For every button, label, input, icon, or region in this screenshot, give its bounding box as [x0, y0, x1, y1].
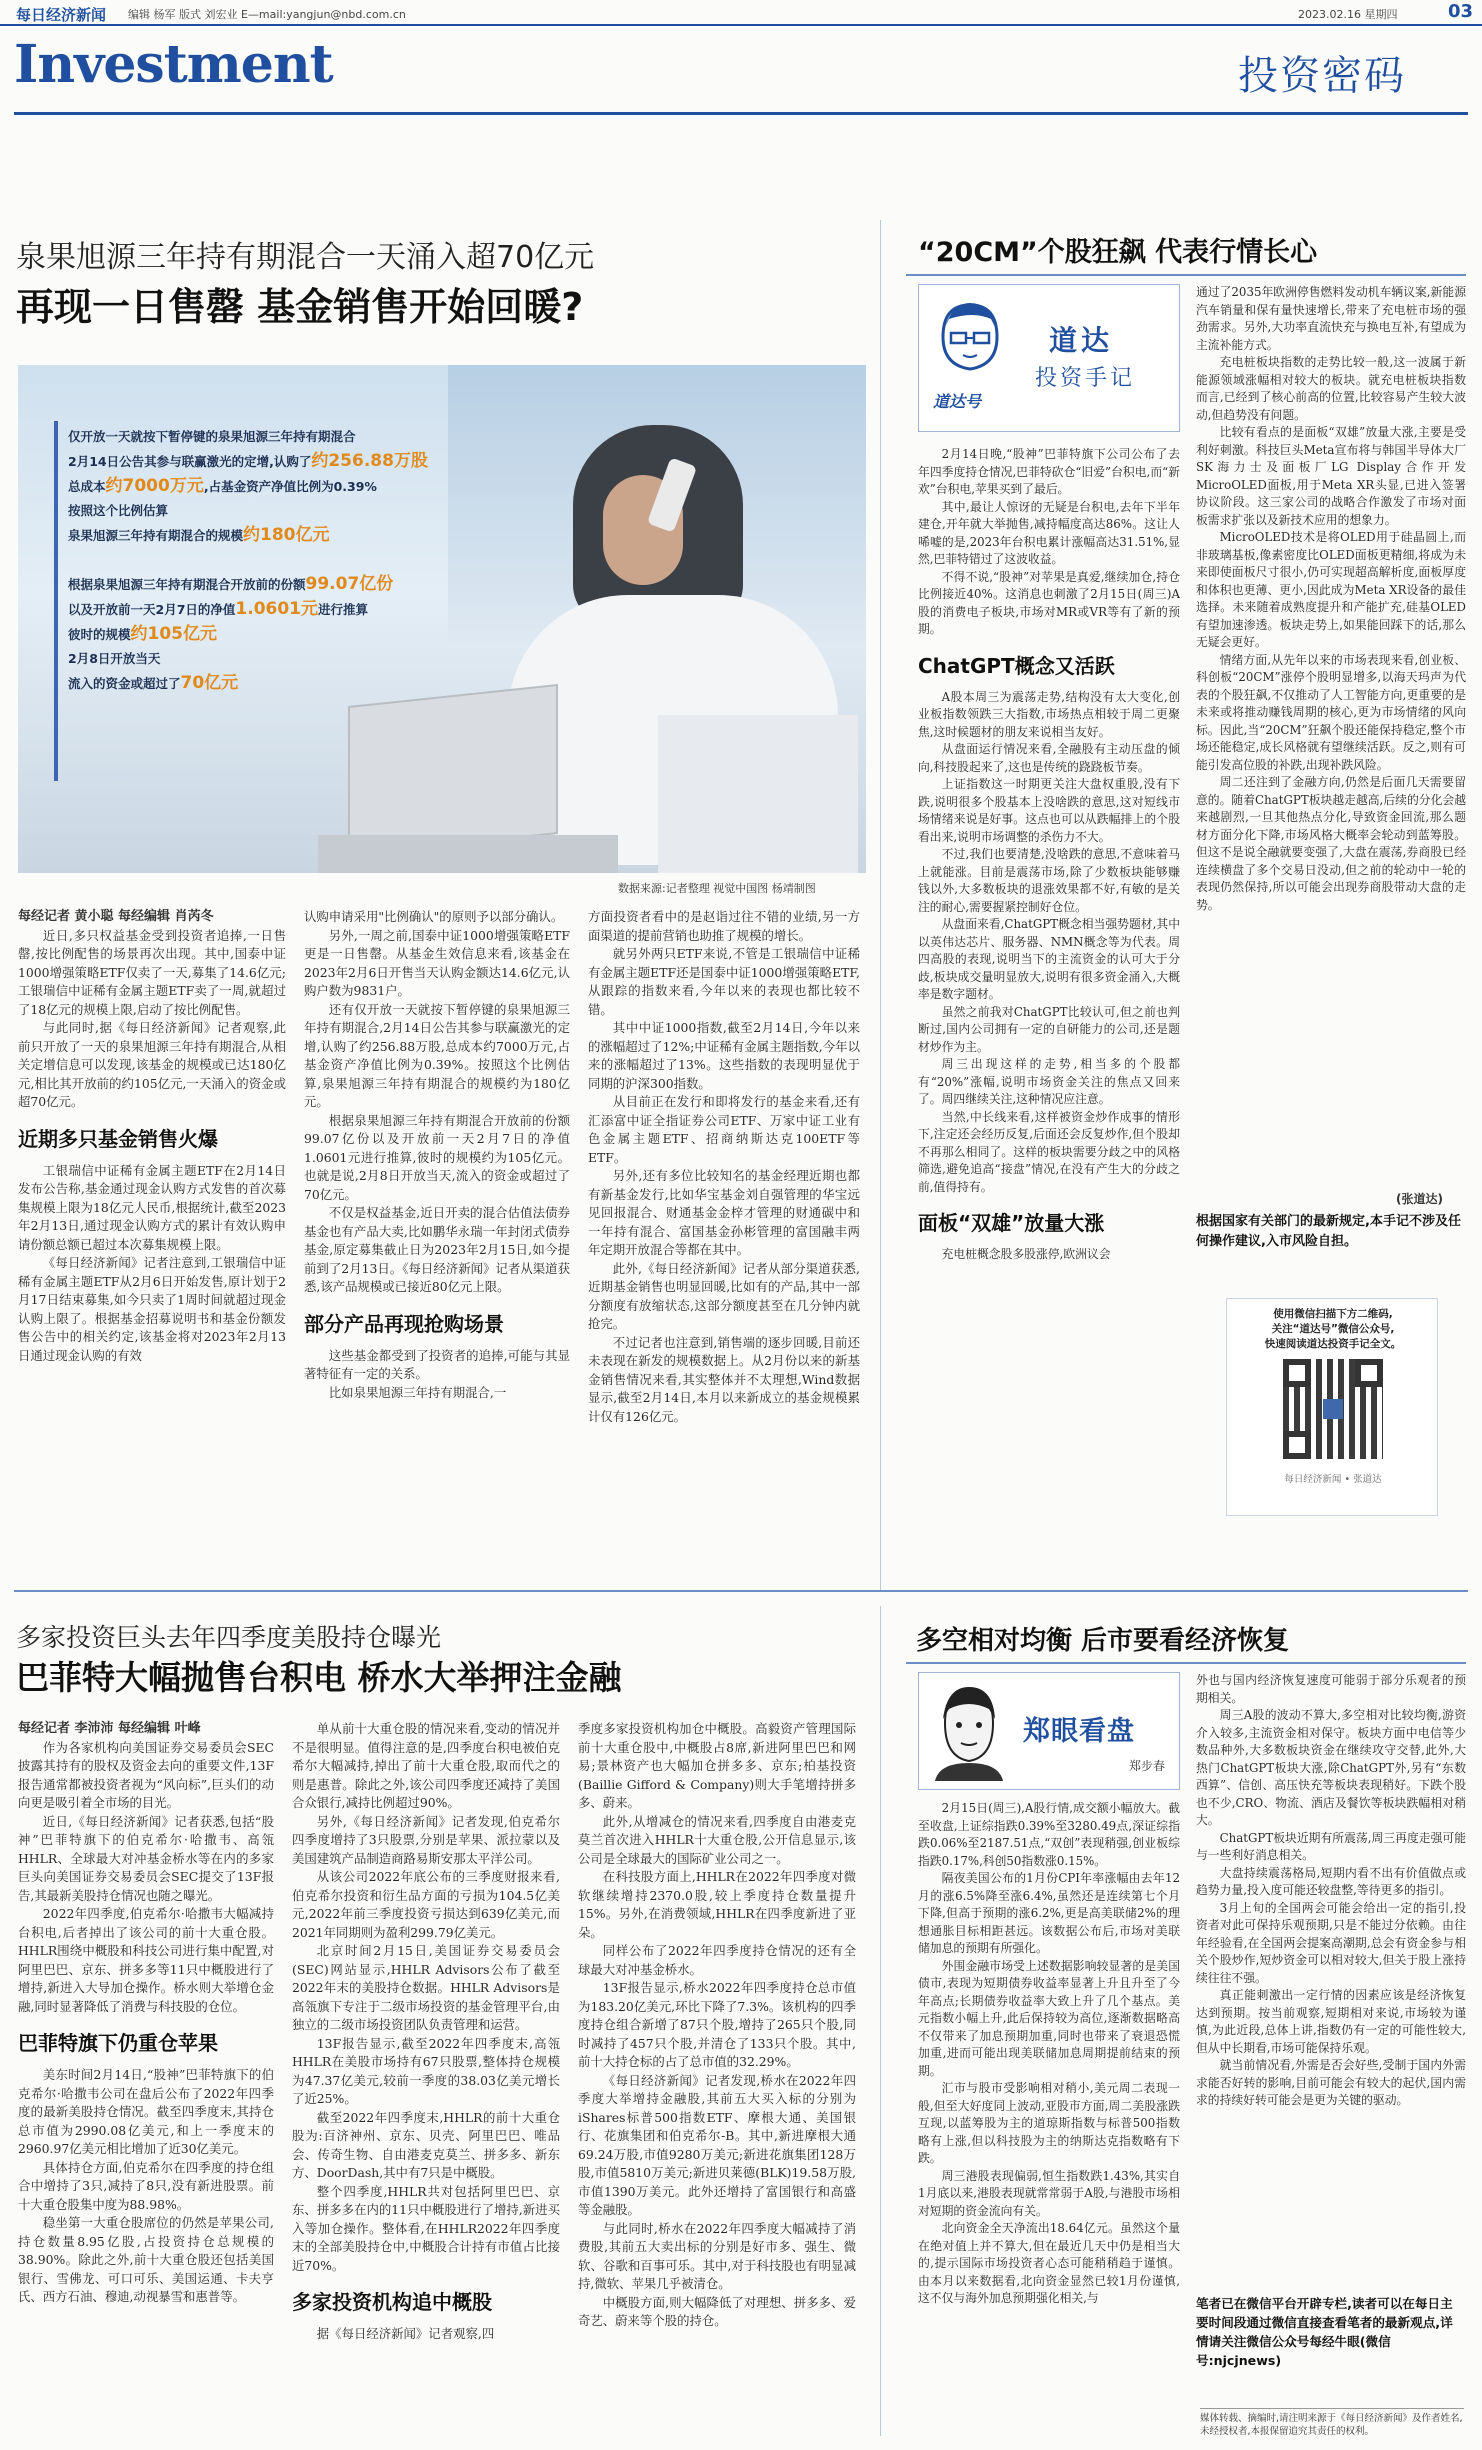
- caption-line: 总成本约7000万元,占基金资产净值比例为0.39%: [68, 476, 377, 496]
- paragraph: 2月15日(周三),A股行情,成交额小幅放大。截至收盘,上证综指跌0.39%至3280.49点,深证综指跌0.06%至2187.51点,“双创”表现稍强,创业板综指跌0.17%,科创50指数涨0.15%。: [918, 1801, 1180, 1868]
- story1-column-1: [18, 908, 286, 1568]
- qr-instruction: 使用微信扫描下方二维码, 关注“道达号”微信公众号, 快速阅读道达投资手记全文。: [1264, 1308, 1402, 1350]
- story1-column-3: [588, 908, 860, 1568]
- paragraph: 工银瑞信中证稀有金属主题ETF在2月14日发布公告称,基金通过现金认购方式发售的首次募集规模上限为18亿元人民币,根据统计,截至2023年2月13日,通过现金认购方式的累计有效认购申请份额总额已超过本次募集规模上限。: [18, 1162, 286, 1252]
- caption-line: 根据泉果旭源三年持有期混合开放前的份额99.07亿份: [68, 574, 394, 594]
- story1-byline: 每经记者 黄小聪 每经编辑 肖芮冬: [18, 909, 214, 924]
- paragraph: 上证指数这一时期更关注大盘权重股,没有下跌,说明很多个股基本上没啥跌的意思,这对短线市场情绪来说是好事。这点也可以从跌幅排上的个股看出来,说明市场调整的杀伤力不大。: [918, 777, 1180, 844]
- story1-headline: 再现一日售罄 基金销售开始回暖?: [16, 285, 584, 329]
- paragraph: 近日,《每日经济新闻》记者获悉,包括“股神”巴菲特旗下的伯克希尔·哈撒韦、高瓴HHLR、全球最大对冲基金桥水等在内的多家巨头向美国证券交易委员会SEC提交了13F报告,其最新美股持仓情况也随之曝光。: [18, 1813, 274, 1903]
- qr-caption: 每日经济新闻 • 张道达: [1284, 1474, 1382, 1485]
- paragraph: 据《每日经济新闻》记者观察,四: [316, 2326, 495, 2341]
- column-author: 郑步春: [1129, 1759, 1166, 1773]
- author-portrait: [929, 1683, 1007, 1781]
- paragraph: 具体持仓方面,伯克希尔在四季度的持仓组合中增持了3只,减持了8只,没有新进股票。前十大重仓股集中度为88.98%。: [18, 2159, 274, 2212]
- story2-disclaimer: 根据国家有关部门的最新规定,本手记不涉及任何操作建议,入市风险自担。: [1196, 1214, 1461, 1249]
- paragraph: 《每日经济新闻》记者注意到,工银瑞信中证稀有金属主题ETF从2月6日开始发售,原计划于2月17日结束募集,如今只卖了1周时间就超过现金认购上限了。根据基金招募说明书和基金份额发售公告中的相关约定,该基金将对2023年2月13日通过现金认购的有效: [18, 1255, 286, 1363]
- photo-credit: 数据来源:记者整理 视觉中国图 杨靖制图: [618, 882, 816, 895]
- paragraph: 这些基金都受到了投资者的追捧,可能与其显著特征有一定的关系。: [304, 1347, 570, 1381]
- paragraph: 北京时间2月15日,美国证券交易委员会(SEC)网站显示,HHLR Advisors公布了截至2022年末的美股持仓数据。HHLR Advisors是高瓴旗下专注于二级市场投资的基金管理平台,由独立的二级市场投资团队负责管理和运营。: [292, 1943, 560, 2032]
- paragraph: 周三A股的波动不算大,多空相对比较均衡,游资介入较多,主流资金相对保守。板块方面中电信等少数品种外,大多数板块资金在继续攻守交替,此外,大热门ChatGPT板块大涨,除ChatGPT外,另有“东数西算”、信创、高压快充等板块表现稍好。下跌个股也不少,CRO、物流、酒店及餐饮等板块跌幅相对稍大。: [1196, 1708, 1466, 1827]
- paragraph: 充电桩板块指数的走势比较一般,这一波属于新能源领域涨幅相对较大的板块。就充电桩板块指数而言,已经到了核心前高的位置,比较容易产生较大波动,但趋势没有问题。: [1196, 355, 1466, 422]
- logo-caption: 道达号: [933, 392, 982, 411]
- paragraph: 3月上旬的全国两会可能会给出一定的指引,投资者对此可保持乐观预期,只是不能过分依赖。由往年经验看,在全国两会提案高潮期,总会有资金参与相关个股炒作,短炒资金可以相对较大,但关于股上涨持续往往不强。: [1196, 1900, 1466, 1985]
- story2-headline: “20CM”个股狂飙 代表行情长心: [918, 237, 1318, 268]
- paragraph: 在科技股方面上,HHLR在2022年四季度对微软继续增持2370.0股,较上季度持仓数量提升15%。另外,在消费领域,HHLR在四季度新进了亚朵。: [578, 1869, 856, 1940]
- paragraph: 此外,从增减仓的情况来看,四季度自由港麦克莫兰首次进入HHLR十大重仓股,公开信息显示,该公司是全球最大的国际矿业公司之一。: [578, 1813, 856, 1866]
- paragraph: 其中中证1000指数,截至2月14日,今年以来的涨幅超过了12%;中证稀有金属主题指数,今年以来的涨幅超过了13%。这些指数的表现明显优于同期的沪深300指数。: [588, 1020, 860, 1091]
- header-rule: [14, 112, 1468, 115]
- paragraph: 就另外两只ETF来说,不管是工银瑞信中证稀有金属主题ETF还是国泰中证1000增强策略ETF,从跟踪的指数来看,今年以来的表现也都比较不错。: [588, 946, 860, 1017]
- paragraph: 不得不说,“股神”对苹果是真爱,继续加仓,持仓比例接近40%。这消息也刺激了2月15日(周三)A股的消费电子板块,市场对MR或VR等有了新的预期。: [918, 569, 1180, 636]
- story4-rule: [906, 1662, 1466, 1664]
- paragraph: 比较有看点的是面板“双雄”放量大涨,主要是受利好刺激。科技巨头Meta宣布将与韩国半导体大厂SK海力士及面板厂LG Display合作开发MicroOLED面板,用于Meta XR头显,已进入签署协议阶段。这三家公司的战略合作激发了市场对面板需求扩张以及新技术应用的想象力。: [1196, 425, 1466, 527]
- paragraph: 13F报告显示,截至2022年四季度末,高瓴HHLR在美股市场持有67只股票,整体持仓规模为47.37亿美元,较前一季度的38.03亿美元增长了近25%。: [292, 2035, 560, 2106]
- caption-line: 以及开放前一天2月7日的净值1.0601元进行推算: [68, 599, 369, 619]
- subhead: ChatGPT概念又活跃: [918, 653, 1115, 678]
- paragraph: 不过记者也注意到,销售端的逐步回暖,目前还未表现在新发的规模数据上。从2月份以来的新基金销售情况来看,其实整体并不太理想,Wind数据显示,截至2月14日,本月以来新成立的基金规模累计仅有126亿元。: [588, 1334, 860, 1424]
- paragraph: 情绪方面,从先年以来的市场表现来看,创业板、科创板“20CM”涨停个股明显增多,以海天玛声为代表的个股狂飙,不仅推动了人工智能方向,更重要的是未来或将推动赚钱周期的核心,更为市场情绪的风向标。因此,当“20CM”狂飙个股还能保持稳定,整个市场还能稳定,成长风格就有望继续活跃。反之,则有可能引发高位股的补跌,出现补跌风险。: [1196, 652, 1466, 772]
- column-logo-box: [918, 1672, 1180, 1790]
- story4-column-b: [1196, 1672, 1466, 2284]
- paragraph: 此外,《每日经济新闻》记者从部分渠道获悉,近期基金销售也明显回暖,比如有的产品,其中一部分额度有放缩状态,这部分额度甚至在几分钟内就抢完。: [588, 1260, 860, 1331]
- paragraph: 外也与国内经济恢复速度可能弱于部分乐观者的预期相关。: [1196, 1673, 1466, 1705]
- paragraph: 与此同时,桥水在2022年四季度大幅减持了消费股,其前五大卖出标的分别是好市多、强生、微软、谷歌和百事可乐。其中,对于科技股也有明显减持,微软、苹果几乎被清仓。: [578, 2220, 856, 2291]
- story1-photo: [18, 365, 866, 873]
- story3-headline: 巴菲特大幅抛售台积电 桥水大举押注金融: [16, 1658, 622, 1697]
- story4-column-note: 笔者已在微信平台开辟专栏,读者可以在每日主要时间段通过微信直接查看笔者的最新观点,详情请关注微信公众号每经牛眼(微信号:njcjnews): [1196, 2296, 1453, 2368]
- paragraph: 认购申请采用"比例确认"的原则予以部分确认。: [304, 909, 564, 924]
- story4-column-a: [918, 1800, 1180, 2440]
- paragraph: 不仅是权益基金,近日开卖的混合估值法债券基金也有产品大卖,比如鹏华永瑞一年封闭式债券基金,原定募集截止日为2023年2月15日,如今提前到了2月13日。《每日经济新闻》记者从渠道获悉,该产品规模或已接近80亿元上限。: [304, 1205, 570, 1294]
- paragraph: 近日,多只权益基金受到投资者追捧,一日售罄,按比例配售的场景再次出现。其中,国泰中证1000增强策略ETF仅卖了一天,募集了14.6亿元;工银瑞信中证稀有金属主题ETF卖了一周,就超过了18亿元的规模上限,启动了按比例配售。: [18, 927, 286, 1017]
- paragraph: 2月14日晚,“股神”巴菲特旗下公司公布了去年四季度持仓情况,巴菲特砍仓“旧爱”台积电,而“新欢”台积电,苹果买到了最后。: [918, 447, 1180, 496]
- paragraph: A股本周三为震荡走势,结构没有太大变化,创业板指数领跌三大指数,市场热点相较于周二更聚焦,这时候题材的朋友来说相当友好。: [918, 689, 1180, 739]
- paragraph: 《每日经济新闻》记者发现,桥水在2022年四季度大举增持金融股,其前五大买入标的分别为iShares标普500指数ETF、摩根大通、美国银行、花旗集团和伯克希尔-B。其中,新进摩根大通69.24万股,市值9280万美元;新进花旗集团128万股,市值5810万美元;新进贝莱德(BLK)19.58万股,市值1390万美元。此外还增持了富国银行和高盛等金融股。: [578, 2072, 856, 2217]
- photo-caption-box: [68, 425, 508, 696]
- paragraph: 比如泉果旭源三年持有期混合,一: [328, 1384, 507, 1400]
- issue-date: 2023.02.16 星期四: [1298, 8, 1398, 21]
- story4-headline: 多空相对均衡 后市要看经济恢复: [916, 1626, 1290, 1656]
- column-divider: [880, 220, 881, 1590]
- paragraph: 充电桩概念股多股涨停,欧洲议会: [941, 1247, 1111, 1261]
- caption-line: 2月8日开放当天: [68, 651, 161, 666]
- paragraph: 周三出现这样的走势,相当多的个股都有“20%”涨幅,说明市场资金关注的焦点又回来了。周四继续关注,这种情况应注意。: [918, 1057, 1180, 1106]
- page-number: 03: [1448, 1, 1474, 22]
- story3-byline: 每经记者 李沛沛 每经编辑 叶峰: [18, 1721, 201, 1736]
- paragraph: 稳坐第一大重仓股席位的仍然是苹果公司,持仓数量8.95亿股,占投资持仓总规模的38.90%。除此之外,前十大重仓股还包括美国银行、雪佛龙、可口可乐、美国运通、卡夫亨氏、西方石油、穆迪,动视暴雪和惠普等。: [18, 2215, 274, 2304]
- paragraph: 通过了2035年欧洲停售燃料发动机车辆议案,新能源汽车销量和保有量快速增长,带来了充电桩市场的强劲需求。另外,大功率直流快充与换电互补,有望成为主流补能方式。: [1196, 285, 1466, 352]
- editor-info: 编辑 杨军 版式 刘宏业 E—mail:yangjun@nbd.com.cn: [128, 8, 406, 21]
- story1-kicker: 泉果旭源三年持有期混合一天涌入超70亿元: [16, 240, 595, 275]
- paragraph: 另外,《每日经济新闻》记者发现,伯克希尔四季度增持了3只股票,分别是苹果、派拉蒙以及美国建筑产品制造商路易斯安那太平洋公司。: [292, 1813, 560, 1866]
- paragraph: 美东时间2月14日,“股神”巴菲特旗下的伯克希尔·哈撒韦公司在盘后公布了2022年四季度的最新美股持仓情况。截至四季度末,其持仓总市值为2990.08亿美元,和上一季度末的2960.97亿美元相比增加了近30亿美元。: [18, 2067, 274, 2156]
- paragraph: 周二还注到了金融方向,仍然是后面几天需要留意的。随着ChatGPT板块越走越高,后续的分化会越来越剧烈,一旦其他热点分化,导致资金回流,那么题材方面分化下降,市场风格大概率会轮动到蓝筹股。但这不是说全融就要变强了,大盘在震荡,券商股已经连续横盘了多个交易日没动,但之前的轮动中一轮的表现仍然保持,所以可能会出现券商股带动大盘的走势。: [1196, 775, 1466, 912]
- story2-signature: (张道达): [1396, 1192, 1443, 1206]
- section-title-en: Investment: [14, 34, 333, 95]
- story3-kicker: 多家投资巨头去年四季度美股持仓曝光: [16, 1623, 442, 1652]
- paper-name: 每日经济新闻: [16, 6, 107, 24]
- caption-line: 彼时的规模约105亿元: [68, 624, 218, 644]
- subhead: 多家投资机构追中概股: [292, 2290, 492, 2314]
- column-divider: [880, 1606, 881, 2436]
- caption-line: 泉果旭源三年持有期混合的规模约180亿元: [68, 525, 330, 545]
- qr-code-icon[interactable]: [1283, 1359, 1383, 1459]
- paragraph: 从该公司2022年底公布的三季度财报来看,伯克希尔投资和衍生品方面的亏损为104.5亿美元,2022年前三季度投资亏损达到639亿美元,而2021年同期则为盈利299.79亿美元。: [292, 1869, 560, 1940]
- column-name: 郑眼看盘: [1023, 1716, 1135, 1747]
- paragraph: 从盘面来看,ChatGPT概念相当强势题材,其中以英伟达芯片、服务器、NMN概念等为代表。周四高股的表现,说明当下的主流资金的认可大于分歧,板块成交量明显放大,说明有很多资金涌入,大概率是数字题材。: [918, 917, 1180, 1001]
- paragraph: 截至2022年四季度末,HHLR的前十大重仓股为:百济神州、京东、贝壳、阿里巴巴、唯品会、传奇生物、自由港麦克莫兰、拼多多、新东方、DoorDash,其中有7只是中概股。: [292, 2109, 560, 2180]
- story2-rule: [906, 274, 1466, 276]
- paragraph: 另外,一周之前,国泰中证1000增强策略ETF更是一日售罄。从基金生效信息来看,该基金在2023年2月6日开售当天认购金额达14.6亿元,认购户数为9831户。: [304, 927, 570, 998]
- paragraph: 大盘持续震荡格局,短期内看不出有价值做点或趋势力量,投入度可能还较盘整,等待更多的指引。: [1196, 1865, 1466, 1897]
- qr-promo-box: [1226, 1298, 1438, 1516]
- paragraph: 季度多家投资机构加仓中概股。高毅资产管理国际前十大重仓股中,中概股占8席,新进阿里巴巴和网易;景林资产也大幅加仓拼多多、京东;柏基投资(Baillie Gifford & Company)则大手笔增持拼多多、蔚来。: [578, 1721, 856, 1810]
- paragraph: 13F报告显示,桥水2022年四季度持仓总市值为183.20亿美元,环比下降了7.3%。该机构的四季度持仓组合新增了87只个股,增持了265只个股,同时减持了457只个股,并清仓了133只个股。其中,前十大持仓标的占了总市值的32.29%。: [578, 1980, 856, 2069]
- paragraph: 隔夜美国公布的1月份CPI年率涨幅由去年12月的涨6.5%降至涨6.4%,虽然还是连续第七个月下降,但高于预期的涨6.2%,更是高美联储2%的理想通胀目标相距甚远。该数据公布后,市场对美联储加息的预期有所强化。: [918, 1871, 1180, 1955]
- reprint-notice: 媒体转载、摘编时,请注明来源于《每日经济新闻》及作者姓名,未经授权者,本报保留追究其责任的权利。: [1200, 2408, 1464, 2438]
- column-subname: 投资手记: [1035, 366, 1136, 391]
- paragraph: 方面投资者看中的是赵诣过往不错的业绩,另一方面渠道的提前营销也助推了规模的增长。: [588, 909, 860, 943]
- story2-column-b: [1196, 284, 1466, 1234]
- mid-page-rule: [14, 1590, 1468, 1592]
- story3-column-2: [292, 1720, 560, 2432]
- caption-line: 仅开放一天就按下暂停键的泉果旭源三年持有期混合: [68, 429, 356, 444]
- paragraph: ChatGPT板块近期有所震荡,周三再度走强可能与一些利好消息相关。: [1196, 1830, 1466, 1862]
- header-bar: [0, 0, 1482, 26]
- paragraph: 整个四季度,HHLR共对包括阿里巴巴、京东、拼多多在内的11只中概股进行了增持,新进买入等加仓操作。整体看,在HHLR2022年四季度末的全部美股持仓中,中概股合计持有市值占比接近70%。: [292, 2183, 560, 2273]
- author-portrait: [933, 297, 1007, 387]
- story1-column-2: [304, 908, 570, 1568]
- section-title-cn: 投资密码: [1238, 53, 1406, 99]
- subhead: 部分产品再现抢购场景: [304, 1311, 504, 1336]
- caption-line: 2月14日公告其参与联赢激光的定增,认购了约256.88万股: [68, 451, 428, 471]
- paragraph: 汇市与股市受影响相对稍小,美元周二表现一般,但至大好度同上波动,亚股市方面,周二美股涨跌互现,以蓝筹股为主的道琼斯指数与标普500指数略有上涨,但以科技股为主的纳斯达克指数略有下跌。: [918, 2081, 1180, 2165]
- paragraph: 根据泉果旭源三年持有期混合开放前的份额99.07亿份以及开放前一天2月7日的净值1.0601元进行推算,彼时的规模约为105亿元。也就是说,2月8日开放当天,流入的资金或超过了70亿元。: [304, 1112, 570, 1202]
- paragraph: 中概股方面,则大幅降低了对理想、拼多多、爱奇艺、蔚来等个股的持仓。: [578, 2294, 856, 2328]
- story2-column-a: [918, 446, 1180, 1556]
- paragraph: 单从前十大重仓股的情况来看,变动的情况并不是很明显。值得注意的是,四季度台积电被伯克希尔大幅减持,掉出了前十大重仓股,取而代之的则是惠普。除此之外,该公司四季度还减持了美国合众银行,减持比例超过90%。: [292, 1721, 560, 1810]
- column-name: 道达: [1049, 324, 1114, 357]
- caption-line: 流入的资金或超过了70亿元: [68, 673, 239, 693]
- paragraph: 虽然之前我对ChatGPT比较认可,但之前也判断过,国内公司拥有一定的自研能力的公司,还是题材炒作为主。: [918, 1004, 1180, 1054]
- subhead: 面板“双雄”放量大涨: [918, 1211, 1105, 1235]
- paragraph: 从盘面运行情况来看,全融股有主动压盘的倾向,科技股起来了,这也是传统的跷跷板节奏。: [918, 742, 1180, 774]
- paragraph: 当然,中长线来看,这样被资金炒作成事的情形下,注定还会经历反复,后面还会反复炒作,但个股却不再那么相同了。这样的板块需要分歧之中的风格筛选,避免追高“接盘”情况,在没有产生大的分歧之前,值得持有。: [918, 1109, 1180, 1194]
- paragraph: 从目前正在发行和即将发行的基金来看,还有汇添富中证全指证券公司ETF、万家中证工业有色金属主题ETF、招商纳斯达克100ETF等ETF。: [588, 1094, 860, 1165]
- column-logo-box: [918, 284, 1180, 432]
- paragraph: 2022年四季度,伯克希尔·哈撒韦大幅减持台积电,后者掉出了该公司的前十大重仓股。HHLR围绕中概股和科技公司进行集中配置,对阿里巴巴、京东、拼多多等11只中概股进行了增持,新进入大导加仓操作。桥水则大举增仓金融,同时显著降低了消费与科技股的仓位。: [18, 1906, 274, 2014]
- story3-column-3: [578, 1720, 856, 2432]
- paragraph: 外围金融市场受上述数据影响较显著的是美国债市,表现为短期债券收益率显著上升且升至了今年高点;长期债券收益率大致上升了几个基点。美元指数小幅上升,此后保持较为高位,逐渐数据略高不仅带来了加息预期加重,同时也带来了衰退恐慌加重,进而可能出现美联储加息周期提前结束的预期。: [918, 1958, 1180, 2078]
- subhead: 巴菲特旗下仍重仓苹果: [18, 2031, 218, 2055]
- paragraph: 其中,最让人惊讶的无疑是台积电,去年下半年建仓,开年就大举抛售,减持幅度高达86%。这让人唏嘘的是,2023年台积电累计涨幅高达31.51%,显然,巴菲特错过了这波收益。: [918, 499, 1180, 566]
- paragraph: 不过,我们也要清楚,没啥跌的意思,不意味着马上就能涨。目前是震荡市场,除了少数板块能够赚钱以外,大多数板块的退涨效果都不好,有敏的是关注的耐心,需要握紧控制好仓位。: [918, 847, 1180, 914]
- paragraph: 真正能刺激出一定行情的因素应该是经济恢复达到预期。按当前观察,短期相对来说,市场较为谨慎,为此近段,总体上讲,指数仍有一定的可能性较大,但从中长期看,市场可能保持乐观。: [1196, 1988, 1466, 2055]
- story3-column-1: [18, 1720, 274, 2432]
- paragraph: 另外,还有多位比较知名的基金经理近期也都有新基金发行,比如华宝基金刘自强管理的华宝远见回报混合、财通基金金梓才管理的财通碳中和一年持有混合、富国基金孙彬管理的富国融丰两年定期开放混合等都在其中。: [588, 1168, 860, 1257]
- paragraph: 周三港股表现偏弱,恒生指数跌1.43%,其实自1月底以来,港股表现就常常弱于A股,与港股市场相对短期的资金流向有关。: [918, 2168, 1180, 2218]
- paragraph: 作为各家机构向美国证券交易委员会SEC披露其持有的股权及资金去向的重要文件,13F报告通常都被投资者视为“风向标”,巨头们的动向更是吸引着全市场的目光。: [18, 1739, 274, 1810]
- caption-line: 按照这个比例估算: [68, 503, 169, 518]
- paragraph: 与此同时,据《每日经济新闻》记者观察,此前只开放了一天的泉果旭源三年持有期混合,从相关定增信息可以发现,该基金的规模或已达180亿元,相比其开放前的约105亿元,一天涌入的资金或超70亿元。: [18, 1020, 286, 1109]
- paragraph: 北向资金全天净流出18.64亿元。虽然这个量在绝对值上并不算大,但在最近几天中仍是相当大的,提示国际市场投资者心态可能稍稍趋于谨慎。由本月以来数据看,北向资金显然已较1月份谨慎,这不仅与海外加息预期强化相关,与: [918, 2221, 1180, 2305]
- paragraph: MicroOLED技术是将OLED用于硅晶圆上,而非玻璃基板,像素密度比OLED面板更精细,将成为未来即使面板尺寸很小,仍可实现超高解析度,面板厚度和体积也更薄、更小,因此成为Meta XR设备的最佳选择。未来随着成熟度提升和产能扩充,硅基OLED有望加速渗透。板块走势上,如果能回踩下的话,那么无疑会更好。: [1196, 530, 1466, 649]
- paragraph: 同样公布了2022年四季度持仓情况的还有全球最大对冲基金桥水。: [578, 1943, 856, 1977]
- paragraph: 就当前情况看,外需是否会好些,受制于国内外需求能否好转的影响,目前可能会有较大的起伏,国内需求的持续好转可能会是更为关键的驱动。: [1196, 2058, 1466, 2107]
- subhead: 近期多只基金销售火爆: [18, 1126, 218, 1151]
- paragraph: 还有仅开放一天就按下暂停键的泉果旭源三年持有期混合,2月14日公告其参与联赢激光的定增,认购了约256.88万股,总成本约7000万元,占基金资产净值比例为0.39%。按照这个比例估算,泉果旭源三年持有期混合的规模约为180亿元。: [304, 1001, 570, 1109]
